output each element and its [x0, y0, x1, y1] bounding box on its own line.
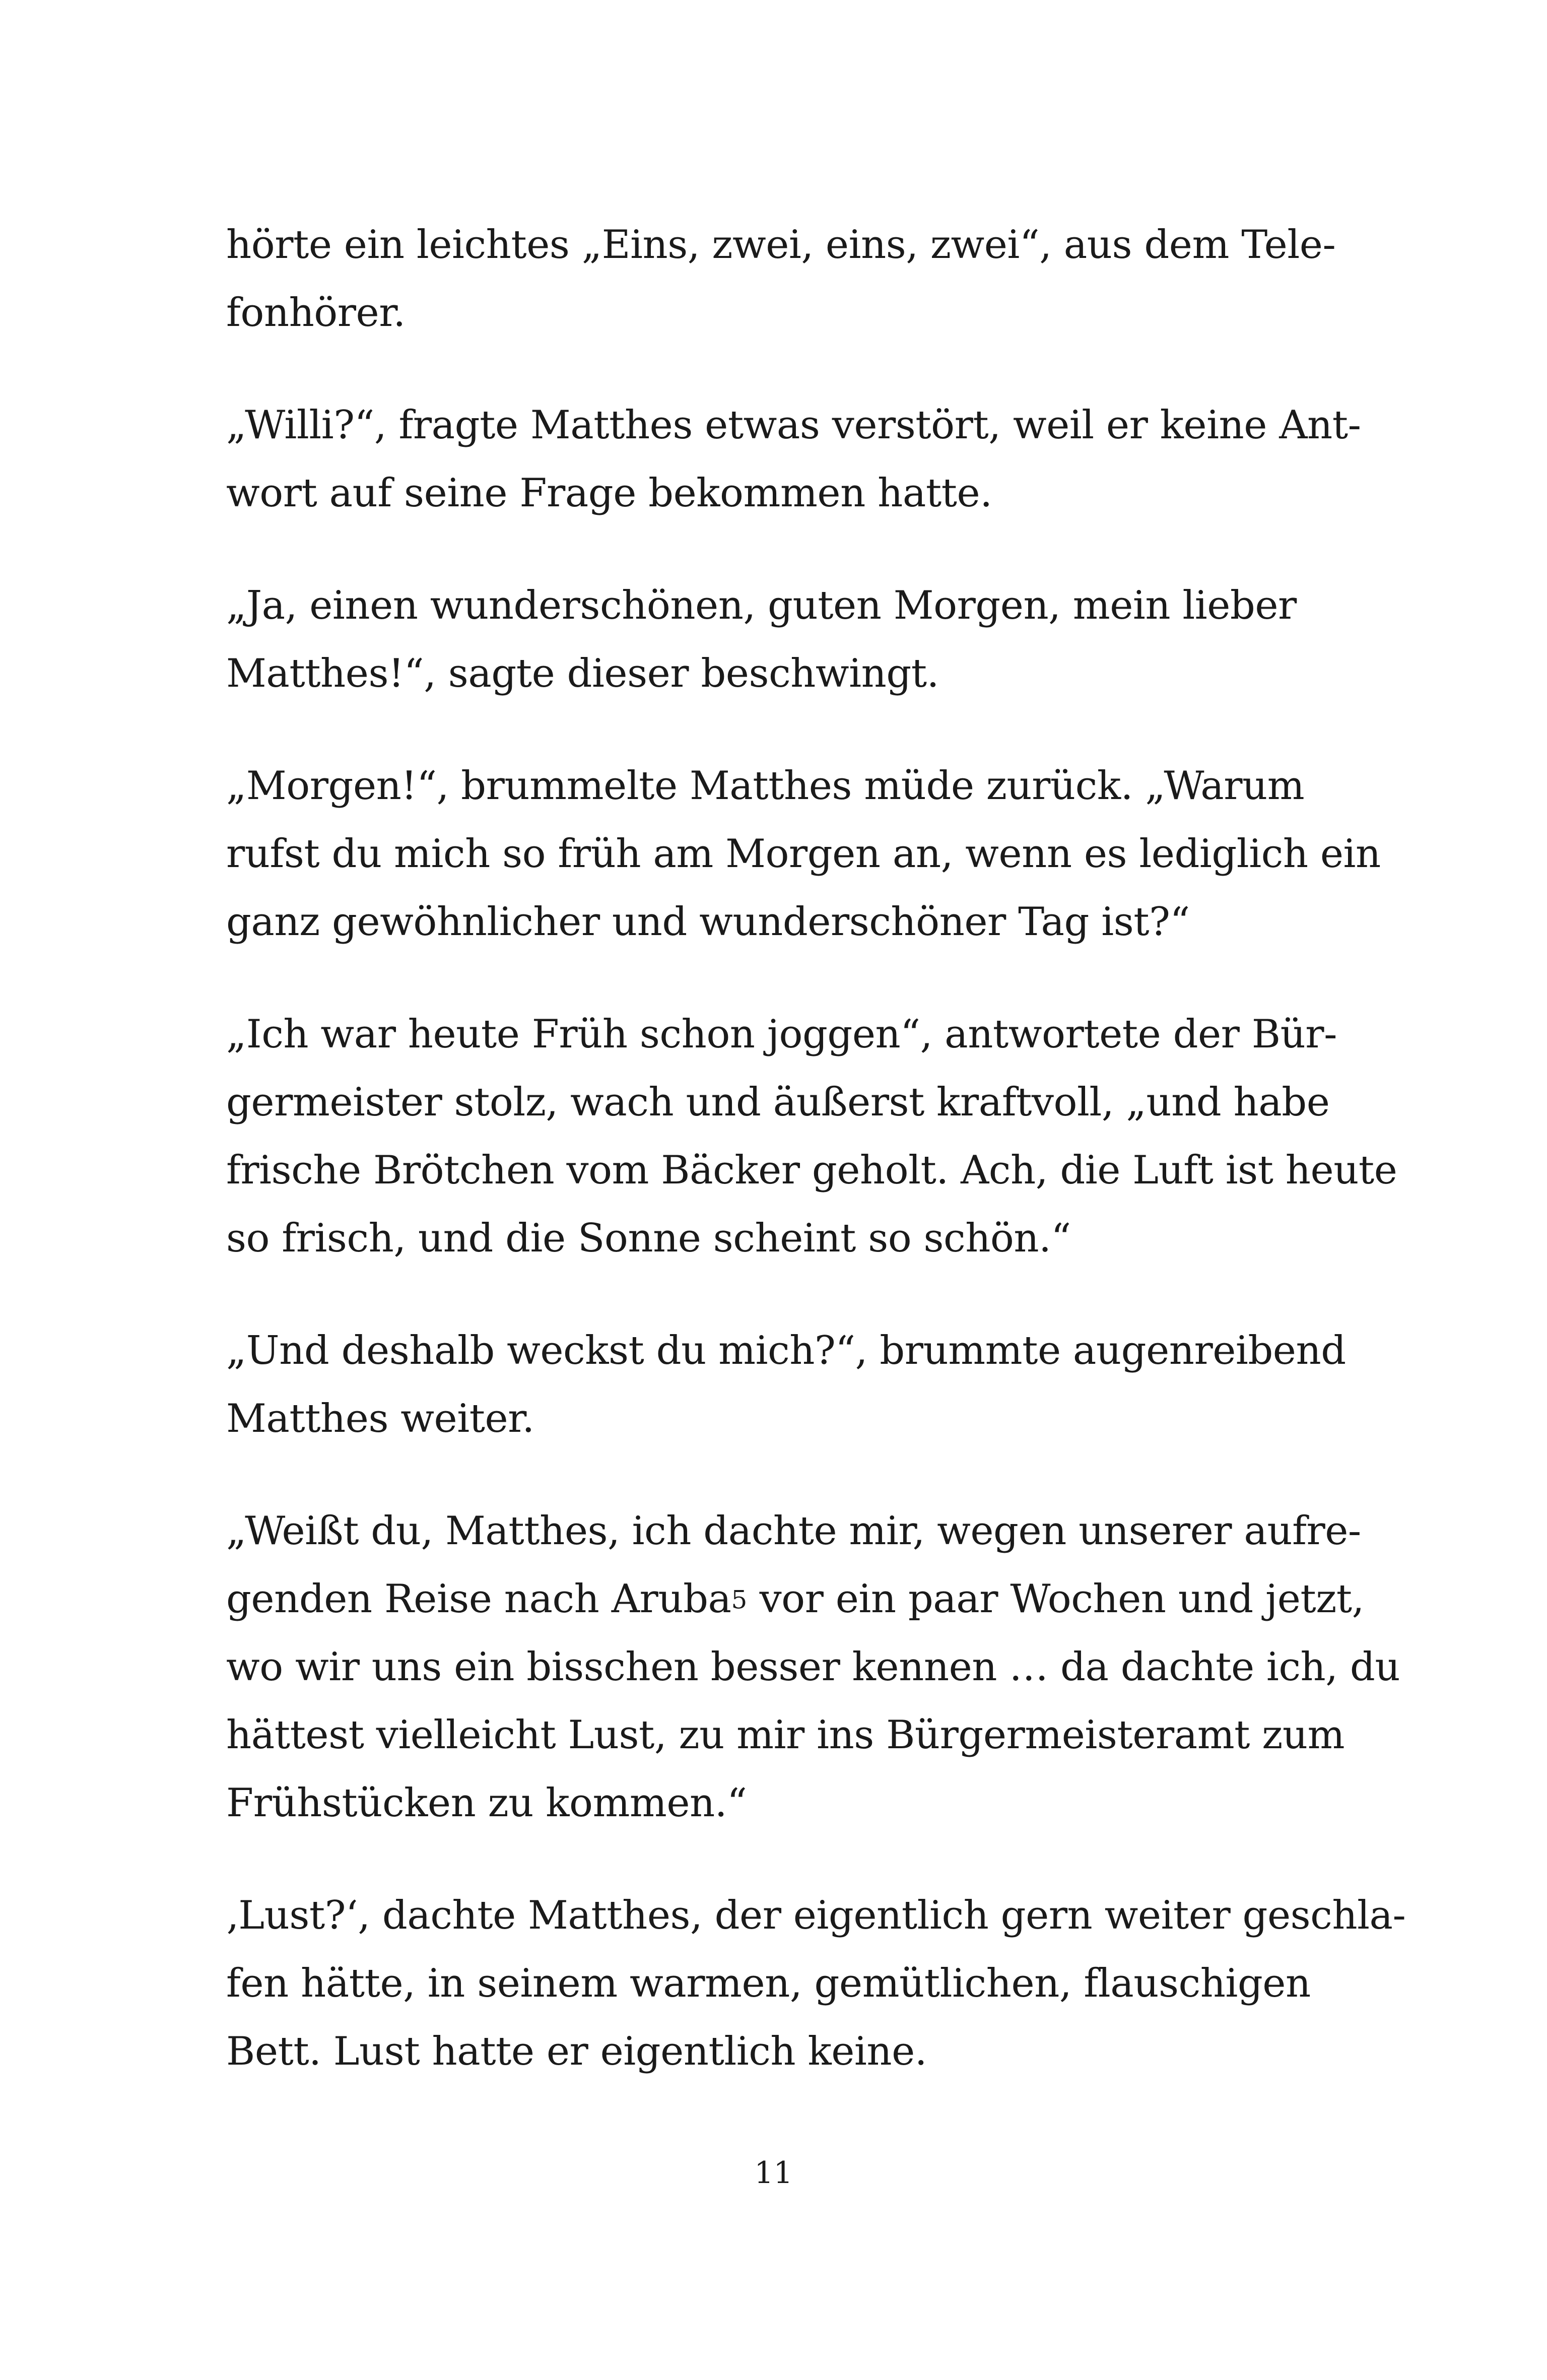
text-line: „Weißt du, Matthes, ich dachte mir, wegen unserer aufre-	[226, 1508, 1361, 1554]
text-line: „Morgen!“, brummelte Matthes müde zurück. „Warum	[226, 763, 1305, 809]
text-line: hättest vielleicht Lust, zu mir ins Bürgermeisteramt zum	[226, 1712, 1345, 1758]
text-line: „Und deshalb weckst du mich?“, brummte augenreibend	[226, 1328, 1346, 1373]
text-line	[226, 1576, 1364, 1622]
text-segment: vor ein paar Wochen und jetzt,	[747, 1576, 1364, 1622]
text-line: hörte ein leichtes „Eins, zwei, eins, zwei“, aus dem Tele-	[226, 222, 1336, 268]
text-line: Matthes!“, sagte dieser beschwingt.	[226, 651, 939, 696]
text-segment: genden Reise nach Aruba	[226, 1576, 731, 1622]
text-line: wort auf seine Frage bekommen hatte.	[226, 471, 992, 516]
text-line: frische Brötchen vom Bäcker geholt. Ach, die Luft ist heute	[226, 1148, 1397, 1193]
text-line: Matthes weiter.	[226, 1396, 534, 1441]
text-line: Bett. Lust hatte er eigentlich keine.	[226, 2029, 927, 2074]
text-line: so frisch, und die Sonne scheint so schön.“	[226, 1216, 1071, 1261]
footnote-marker[interactable]: 5	[731, 1585, 748, 1615]
text-line: Frühstücken zu kommen.“	[226, 1780, 747, 1826]
text-line: „Ich war heute Früh schon joggen“, antwortete der Bür-	[226, 1012, 1337, 1057]
text-line: ‚Lust?‘, dachte Matthes, der eigentlich gern weiter geschla-	[226, 1893, 1406, 1938]
text-line: fonhörer.	[226, 290, 406, 336]
page-number: 11	[754, 2155, 793, 2191]
text-line: rufst du mich so früh am Morgen an, wenn es lediglich ein	[226, 831, 1381, 877]
text-line: „Ja, einen wunderschönen, guten Morgen, mein lieber	[226, 583, 1297, 628]
text-line: wo wir uns ein bisschen besser kennen … da dachte ich, du	[226, 1644, 1400, 1690]
text-line: fen hätte, in seinem warmen, gemütlichen, flauschigen	[226, 1961, 1311, 2006]
text-line: „Willi?“, fragte Matthes etwas verstört, weil er keine Ant-	[226, 403, 1361, 448]
text-line: ganz gewöhnlicher und wunderschöner Tag ist?“	[226, 899, 1190, 945]
text-line: germeister stolz, wach und äußerst kraftvoll, „und habe	[226, 1080, 1330, 1125]
